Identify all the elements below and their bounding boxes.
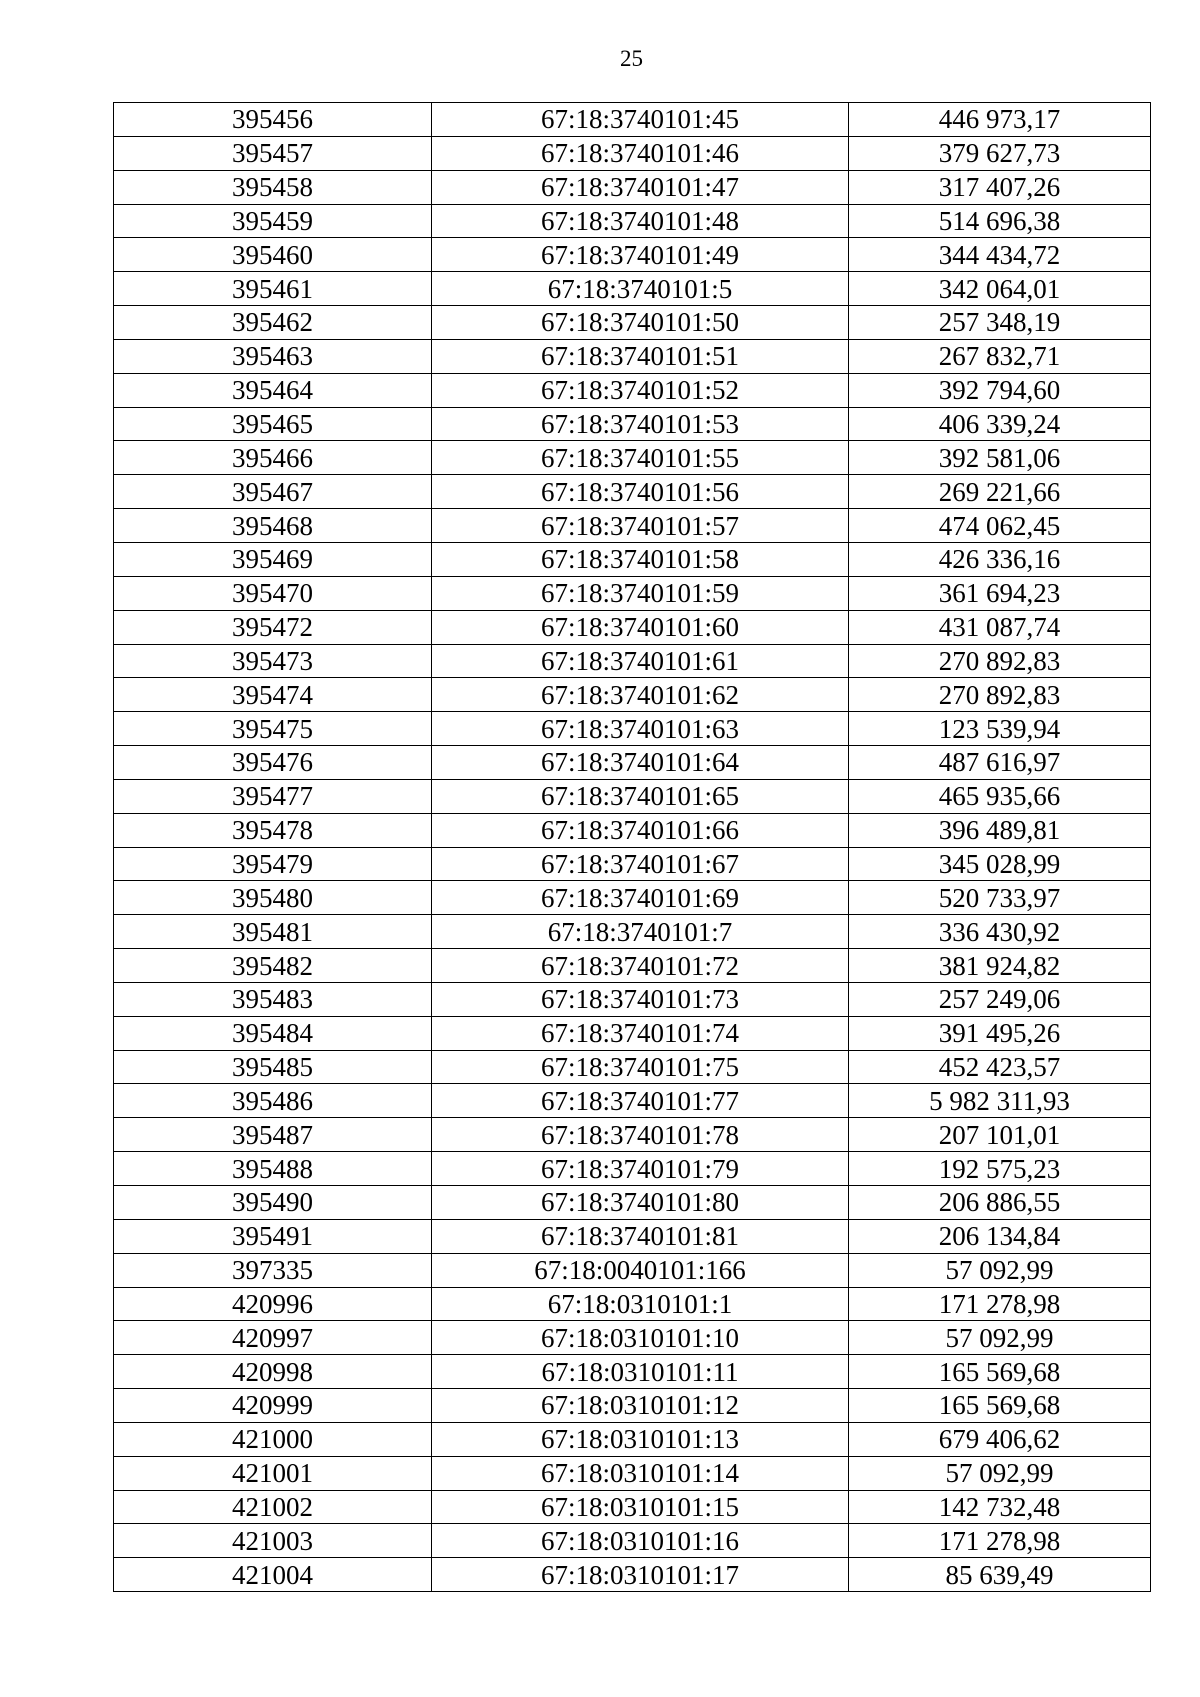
cadastral-number-cell: 67:18:0310101:10 bbox=[432, 1321, 849, 1355]
record-number-cell: 395465 bbox=[114, 407, 432, 441]
record-number-cell: 395478 bbox=[114, 813, 432, 847]
table-row bbox=[114, 1152, 1151, 1186]
cadastral-value-cell: 381 924,82 bbox=[849, 949, 1151, 983]
table-row bbox=[114, 813, 1151, 847]
table-row bbox=[114, 982, 1151, 1016]
table-row bbox=[114, 847, 1151, 881]
cadastral-number-cell: 67:18:3740101:81 bbox=[432, 1219, 849, 1253]
table-row bbox=[114, 170, 1151, 204]
cadastral-value-cell: 431 087,74 bbox=[849, 610, 1151, 644]
cadastral-value-cell: 270 892,83 bbox=[849, 678, 1151, 712]
cadastral-value-cell: 207 101,01 bbox=[849, 1118, 1151, 1152]
cadastral-number-cell: 67:18:3740101:5 bbox=[432, 272, 849, 306]
table-row bbox=[114, 1253, 1151, 1287]
record-number-cell: 395456 bbox=[114, 103, 432, 137]
record-number-cell: 395482 bbox=[114, 949, 432, 983]
record-number-cell: 395486 bbox=[114, 1084, 432, 1118]
record-number-cell: 421002 bbox=[114, 1490, 432, 1524]
table-row bbox=[114, 610, 1151, 644]
record-number-cell: 420996 bbox=[114, 1287, 432, 1321]
cadastral-value-cell: 392 794,60 bbox=[849, 373, 1151, 407]
cadastral-number-cell: 67:18:3740101:47 bbox=[432, 170, 849, 204]
cadastral-value-cell: 165 569,68 bbox=[849, 1355, 1151, 1389]
table-row bbox=[114, 272, 1151, 306]
cadastral-number-cell: 67:18:3740101:48 bbox=[432, 204, 849, 238]
cadastral-value-cell: 392 581,06 bbox=[849, 441, 1151, 475]
page-number: 25 bbox=[620, 46, 643, 71]
cadastral-value-cell: 85 639,49 bbox=[849, 1558, 1151, 1592]
table-row bbox=[114, 678, 1151, 712]
cadastral-number-cell: 67:18:3740101:77 bbox=[432, 1084, 849, 1118]
cadastral-value-cell: 206 134,84 bbox=[849, 1219, 1151, 1253]
table-row bbox=[114, 407, 1151, 441]
cadastral-value-cell: 123 539,94 bbox=[849, 712, 1151, 746]
cadastral-number-cell: 67:18:0310101:1 bbox=[432, 1287, 849, 1321]
record-number-cell: 395483 bbox=[114, 982, 432, 1016]
record-number-cell: 395470 bbox=[114, 576, 432, 610]
record-number-cell: 395481 bbox=[114, 915, 432, 949]
table-row bbox=[114, 779, 1151, 813]
record-number-cell: 395463 bbox=[114, 339, 432, 373]
record-number-cell: 395485 bbox=[114, 1050, 432, 1084]
cadastral-value-cell: 336 430,92 bbox=[849, 915, 1151, 949]
record-number-cell: 395457 bbox=[114, 136, 432, 170]
table-row bbox=[114, 542, 1151, 576]
cadastral-number-cell: 67:18:3740101:73 bbox=[432, 982, 849, 1016]
cadastral-value-cell: 344 434,72 bbox=[849, 238, 1151, 272]
record-number-cell: 395480 bbox=[114, 881, 432, 915]
record-number-cell: 395469 bbox=[114, 542, 432, 576]
table-row bbox=[114, 576, 1151, 610]
cadastral-value-cell: 396 489,81 bbox=[849, 813, 1151, 847]
table-row bbox=[114, 712, 1151, 746]
table-row bbox=[114, 1389, 1151, 1423]
cadastral-number-cell: 67:18:3740101:75 bbox=[432, 1050, 849, 1084]
table-row bbox=[114, 1186, 1151, 1220]
table-row bbox=[114, 1355, 1151, 1389]
record-number-cell: 395460 bbox=[114, 238, 432, 272]
cadastral-value-cell: 57 092,99 bbox=[849, 1321, 1151, 1355]
table-row bbox=[114, 746, 1151, 780]
cadastral-number-cell: 67:18:3740101:46 bbox=[432, 136, 849, 170]
cadastral-value-cell: 57 092,99 bbox=[849, 1253, 1151, 1287]
table-row bbox=[114, 1321, 1151, 1355]
table-row bbox=[114, 238, 1151, 272]
cadastral-number-cell: 67:18:3740101:50 bbox=[432, 306, 849, 340]
table-row bbox=[114, 915, 1151, 949]
record-number-cell: 395491 bbox=[114, 1219, 432, 1253]
table-row bbox=[114, 1219, 1151, 1253]
cadastral-value-cell: 57 092,99 bbox=[849, 1456, 1151, 1490]
record-number-cell: 395474 bbox=[114, 678, 432, 712]
cadastral-number-cell: 67:18:3740101:49 bbox=[432, 238, 849, 272]
record-number-cell: 395487 bbox=[114, 1118, 432, 1152]
table-body bbox=[114, 103, 1151, 1592]
cadastral-value-cell: 520 733,97 bbox=[849, 881, 1151, 915]
cadastral-value-cell: 257 348,19 bbox=[849, 306, 1151, 340]
cadastral-value-cell: 487 616,97 bbox=[849, 746, 1151, 780]
record-number-cell: 395458 bbox=[114, 170, 432, 204]
record-number-cell: 421000 bbox=[114, 1422, 432, 1456]
table-row bbox=[114, 136, 1151, 170]
table-row bbox=[114, 949, 1151, 983]
cadastral-number-cell: 67:18:3740101:69 bbox=[432, 881, 849, 915]
cadastral-number-cell: 67:18:0040101:166 bbox=[432, 1253, 849, 1287]
cadastral-value-cell: 270 892,83 bbox=[849, 644, 1151, 678]
cadastral-value-cell: 192 575,23 bbox=[849, 1152, 1151, 1186]
cadastral-value-cell: 165 569,68 bbox=[849, 1389, 1151, 1423]
cadastral-number-cell: 67:18:0310101:16 bbox=[432, 1524, 849, 1558]
cadastral-number-cell: 67:18:3740101:52 bbox=[432, 373, 849, 407]
table-row bbox=[114, 1016, 1151, 1050]
record-number-cell: 420998 bbox=[114, 1355, 432, 1389]
table-row bbox=[114, 306, 1151, 340]
cadastral-number-cell: 67:18:3740101:60 bbox=[432, 610, 849, 644]
cadastral-value-cell: 171 278,98 bbox=[849, 1524, 1151, 1558]
table-row bbox=[114, 1084, 1151, 1118]
cadastral-number-cell: 67:18:3740101:62 bbox=[432, 678, 849, 712]
cadastral-value-cell: 171 278,98 bbox=[849, 1287, 1151, 1321]
record-number-cell: 395467 bbox=[114, 475, 432, 509]
cadastral-value-cell: 269 221,66 bbox=[849, 475, 1151, 509]
table-row bbox=[114, 1287, 1151, 1321]
table-row bbox=[114, 1558, 1151, 1592]
table-row bbox=[114, 373, 1151, 407]
record-number-cell: 395475 bbox=[114, 712, 432, 746]
record-number-cell: 395459 bbox=[114, 204, 432, 238]
cadastral-value-cell: 452 423,57 bbox=[849, 1050, 1151, 1084]
table-row bbox=[114, 1524, 1151, 1558]
cadastral-value-cell: 361 694,23 bbox=[849, 576, 1151, 610]
record-number-cell: 395477 bbox=[114, 779, 432, 813]
cadastral-value-cell: 379 627,73 bbox=[849, 136, 1151, 170]
cadastral-number-cell: 67:18:3740101:53 bbox=[432, 407, 849, 441]
record-number-cell: 395473 bbox=[114, 644, 432, 678]
cadastral-number-cell: 67:18:3740101:64 bbox=[432, 746, 849, 780]
cadastral-number-cell: 67:18:3740101:67 bbox=[432, 847, 849, 881]
cadastral-value-cell: 342 064,01 bbox=[849, 272, 1151, 306]
table-row bbox=[114, 1050, 1151, 1084]
table-row bbox=[114, 339, 1151, 373]
table-row bbox=[114, 103, 1151, 137]
table-row bbox=[114, 441, 1151, 475]
cadastral-number-cell: 67:18:3740101:80 bbox=[432, 1186, 849, 1220]
cadastral-number-cell: 67:18:0310101:14 bbox=[432, 1456, 849, 1490]
record-number-cell: 421003 bbox=[114, 1524, 432, 1558]
cadastral-value-cell: 406 339,24 bbox=[849, 407, 1151, 441]
record-number-cell: 395472 bbox=[114, 610, 432, 644]
table-row bbox=[114, 1118, 1151, 1152]
cadastral-value-cell: 317 407,26 bbox=[849, 170, 1151, 204]
cadastral-value-cell: 426 336,16 bbox=[849, 542, 1151, 576]
record-number-cell: 395462 bbox=[114, 306, 432, 340]
cadastral-number-cell: 67:18:0310101:12 bbox=[432, 1389, 849, 1423]
cadastral-number-cell: 67:18:3740101:45 bbox=[432, 103, 849, 137]
record-number-cell: 395461 bbox=[114, 272, 432, 306]
cadastral-number-cell: 67:18:3740101:55 bbox=[432, 441, 849, 475]
cadastral-value-cell: 514 696,38 bbox=[849, 204, 1151, 238]
cadastral-number-cell: 67:18:3740101:57 bbox=[432, 509, 849, 543]
record-number-cell: 420997 bbox=[114, 1321, 432, 1355]
table-row bbox=[114, 475, 1151, 509]
cadastral-number-cell: 67:18:3740101:51 bbox=[432, 339, 849, 373]
cadastral-value-cell: 257 249,06 bbox=[849, 982, 1151, 1016]
cadastral-number-cell: 67:18:0310101:15 bbox=[432, 1490, 849, 1524]
table-row bbox=[114, 881, 1151, 915]
record-number-cell: 395468 bbox=[114, 509, 432, 543]
cadastral-number-cell: 67:18:3740101:79 bbox=[432, 1152, 849, 1186]
cadastral-value-cell: 206 886,55 bbox=[849, 1186, 1151, 1220]
cadastral-value-cell: 391 495,26 bbox=[849, 1016, 1151, 1050]
table-row bbox=[114, 1490, 1151, 1524]
record-number-cell: 395479 bbox=[114, 847, 432, 881]
cadastral-number-cell: 67:18:3740101:63 bbox=[432, 712, 849, 746]
cadastral-number-cell: 67:18:0310101:17 bbox=[432, 1558, 849, 1592]
cadastral-number-cell: 67:18:3740101:65 bbox=[432, 779, 849, 813]
record-number-cell: 395464 bbox=[114, 373, 432, 407]
cadastral-value-cell: 267 832,71 bbox=[849, 339, 1151, 373]
record-number-cell: 421001 bbox=[114, 1456, 432, 1490]
cadastral-number-cell: 67:18:3740101:7 bbox=[432, 915, 849, 949]
cadastral-number-cell: 67:18:0310101:13 bbox=[432, 1422, 849, 1456]
record-number-cell: 421004 bbox=[114, 1558, 432, 1592]
register-table bbox=[113, 102, 1151, 1592]
table-row bbox=[114, 644, 1151, 678]
record-number-cell: 395484 bbox=[114, 1016, 432, 1050]
cadastral-number-cell: 67:18:0310101:11 bbox=[432, 1355, 849, 1389]
table-row bbox=[114, 1422, 1151, 1456]
cadastral-number-cell: 67:18:3740101:74 bbox=[432, 1016, 849, 1050]
record-number-cell: 395488 bbox=[114, 1152, 432, 1186]
cadastral-number-cell: 67:18:3740101:56 bbox=[432, 475, 849, 509]
cadastral-value-cell: 345 028,99 bbox=[849, 847, 1151, 881]
cadastral-number-cell: 67:18:3740101:78 bbox=[432, 1118, 849, 1152]
cadastral-value-cell: 465 935,66 bbox=[849, 779, 1151, 813]
cadastral-number-cell: 67:18:3740101:61 bbox=[432, 644, 849, 678]
cadastral-number-cell: 67:18:3740101:58 bbox=[432, 542, 849, 576]
table-row bbox=[114, 204, 1151, 238]
table-row bbox=[114, 1456, 1151, 1490]
table-row bbox=[114, 509, 1151, 543]
cadastral-value-cell: 679 406,62 bbox=[849, 1422, 1151, 1456]
record-number-cell: 397335 bbox=[114, 1253, 432, 1287]
cadastral-value-cell: 142 732,48 bbox=[849, 1490, 1151, 1524]
record-number-cell: 420999 bbox=[114, 1389, 432, 1423]
record-number-cell: 395490 bbox=[114, 1186, 432, 1220]
cadastral-value-cell: 5 982 311,93 bbox=[849, 1084, 1151, 1118]
cadastral-number-cell: 67:18:3740101:66 bbox=[432, 813, 849, 847]
record-number-cell: 395476 bbox=[114, 746, 432, 780]
record-number-cell: 395466 bbox=[114, 441, 432, 475]
cadastral-number-cell: 67:18:3740101:72 bbox=[432, 949, 849, 983]
cadastral-value-cell: 446 973,17 bbox=[849, 103, 1151, 137]
cadastral-value-cell: 474 062,45 bbox=[849, 509, 1151, 543]
cadastral-number-cell: 67:18:3740101:59 bbox=[432, 576, 849, 610]
